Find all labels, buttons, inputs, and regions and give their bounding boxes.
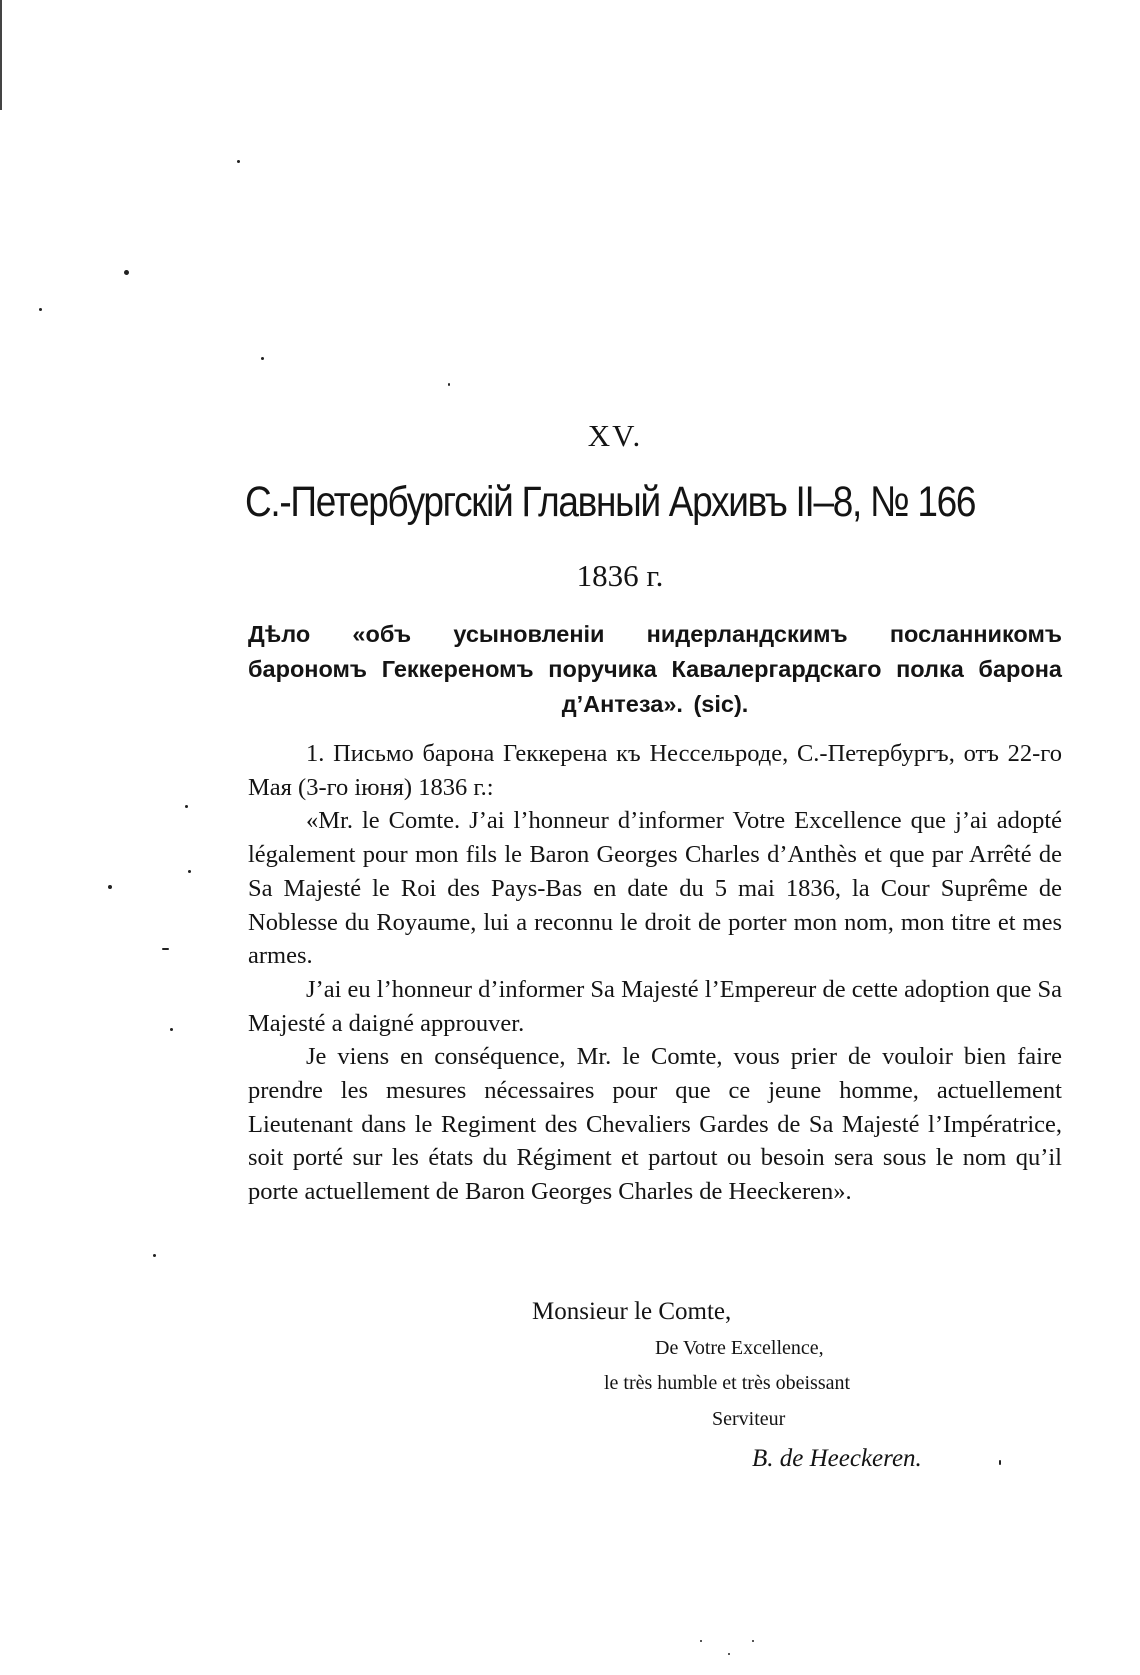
scan-edge-line	[0, 0, 2, 110]
letter-body	[248, 737, 1062, 1209]
scan-speck	[728, 1653, 730, 1655]
scan-speck	[261, 357, 264, 360]
section-number: XV.	[587, 418, 643, 453]
scan-speck	[237, 160, 240, 163]
letter-paragraph: Je viens en conséquence, Mr. le Comte, vous prier de vouloir bien faire prendre les mesures nécessaires pour que ce jeune homme, actuellement Lieutenant dans le Regiment des Chevaliers Gardes de Sa Majesté l’Impératrice, soit porté sur les états du Régiment et partout ou besoin sera sous le nom qu’il porte actuellement de Baron Georges Charles de Heeckeren».	[248, 1043, 1062, 1206]
document-year: 1836 г.	[576, 558, 664, 593]
scan-speck	[185, 805, 188, 808]
case-title: Дѣло «объ усыновленіи нидерландскимъ посланникомъ барономъ Геккереномъ поручика Кавалергардскаго полка барона д’Антеза». (sic).	[248, 621, 1062, 717]
scan-speck	[162, 948, 169, 950]
letter-paragraph: J’ai eu l’honneur d’informer Sa Majesté l’Empereur de cette adoption que Sa Majesté a daigné approuver.	[248, 975, 1062, 1037]
letter-paragraph: «Mr. le Comte. J’ai l’honneur d’informer Votre Excellence que j’ai adopté légalement pour mon fils le Baron Georges Charles d’Anthès et que par Arrêté de Sa Majesté le Roi des Pays-Bas en date du 5 mai 1836, la Cour Suprême de Noblesse du Royaume, lui a reconnu le droit de porter mon nom, mon titre et mes armes.	[248, 807, 1062, 970]
closing-servant: Serviteur	[712, 1408, 786, 1430]
scan-speck	[170, 1028, 173, 1031]
closing-humble: le très humble et très obeissant	[604, 1372, 851, 1394]
scan-speck	[124, 270, 129, 275]
closing-excellence: De Votre Excellence,	[655, 1337, 824, 1359]
scan-speck	[448, 383, 450, 386]
scan-speck	[752, 1640, 754, 1642]
scan-speck	[39, 308, 42, 311]
scan-speck	[188, 870, 191, 873]
archive-title: С.-Петербургскій Главный Архивъ II–8, № 166	[245, 478, 976, 526]
scan-speck	[700, 1640, 702, 1642]
letter-intro-paragraph: 1. Письмо барона Геккерена къ Нессельроде, С.-Петербургъ, отъ 22-го Мая (3-го іюня) 1836 г.:	[248, 740, 1062, 801]
scan-speck	[153, 1254, 156, 1257]
archive-title-block	[245, 478, 1065, 534]
closing-salutation: Monsieur le Comte,	[532, 1298, 732, 1325]
scan-speck	[108, 885, 112, 889]
signature: B. de Heeckeren.	[752, 1445, 922, 1472]
